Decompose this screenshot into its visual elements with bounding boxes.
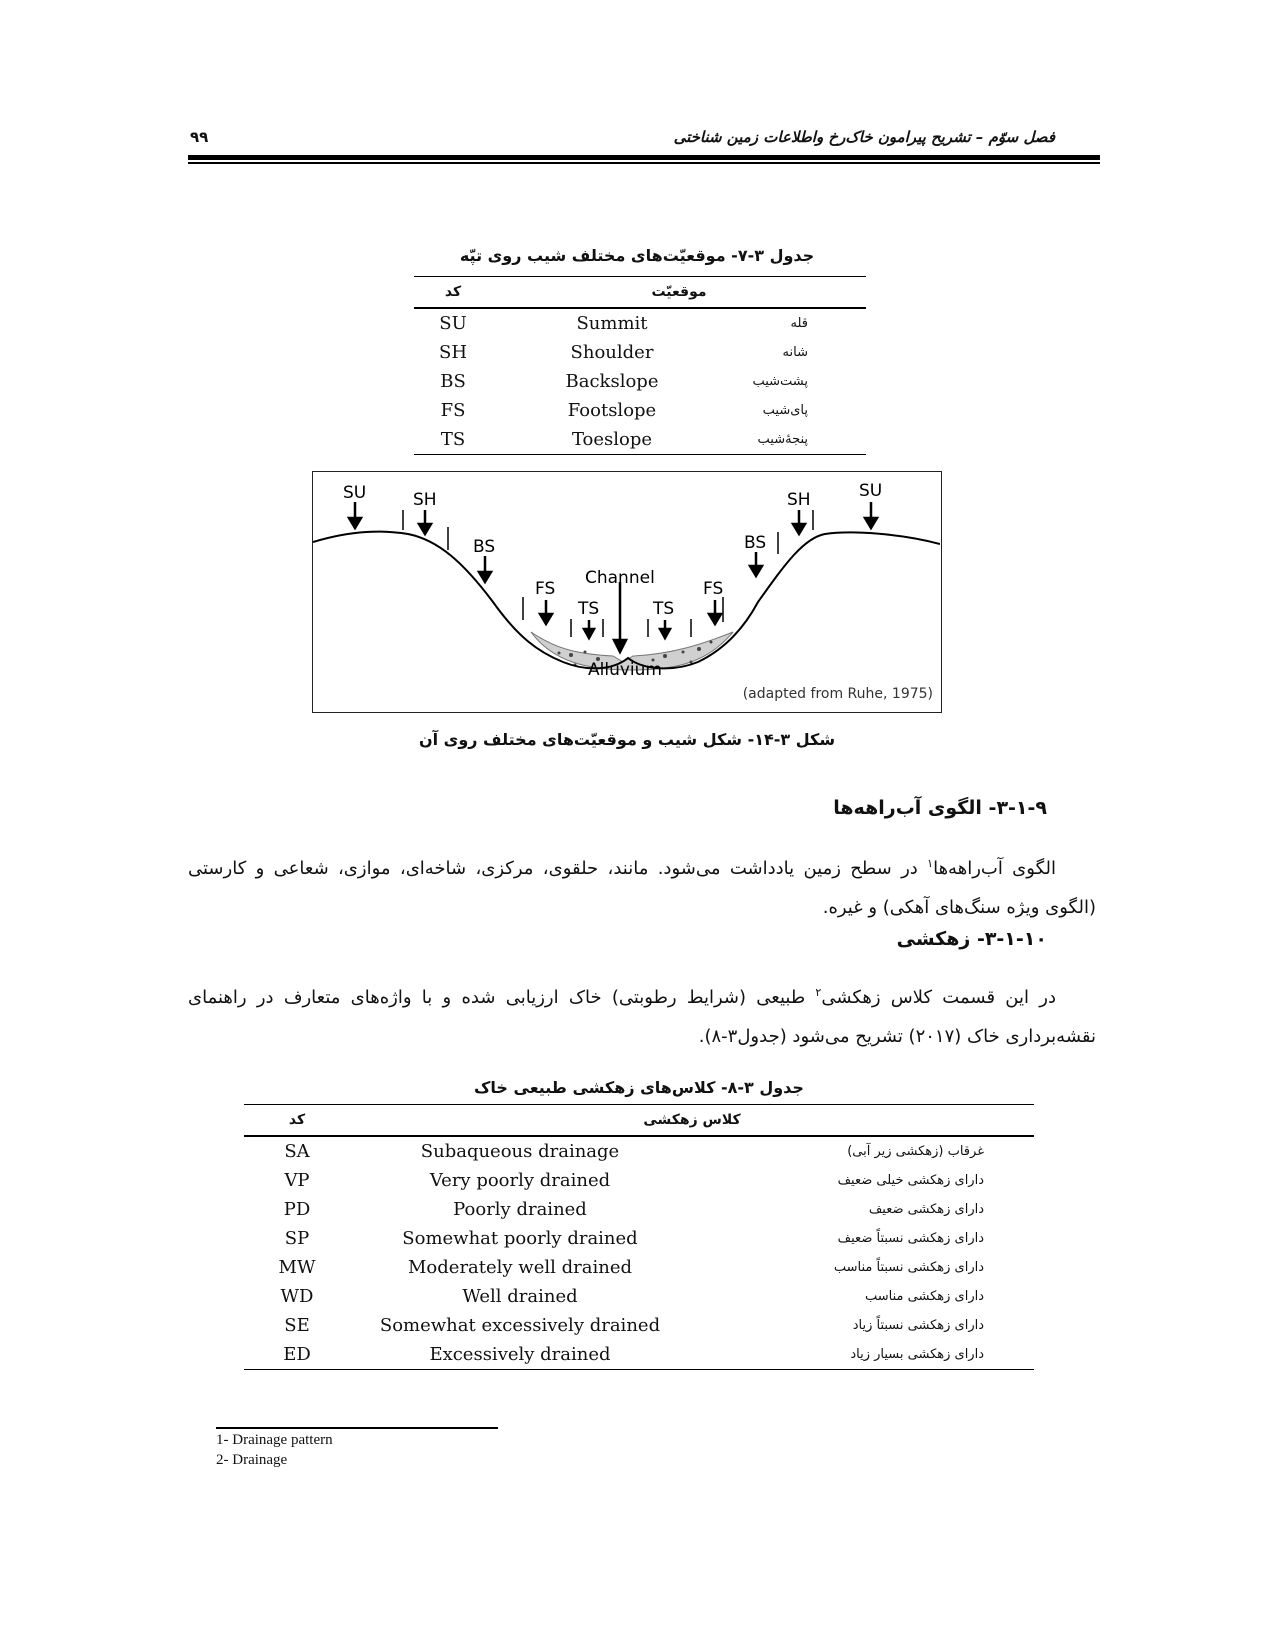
paragraph-drainage <box>188 973 1096 1056</box>
footnote-rule <box>216 1427 498 1429</box>
table1-code: BS <box>440 371 466 392</box>
table2-english: Poorly drained <box>453 1199 587 1220</box>
table-row <box>244 1340 1034 1370</box>
label-alluvium: Alluvium <box>588 660 662 680</box>
table2-code: WD <box>280 1286 314 1307</box>
label-su-left: SU <box>343 483 367 503</box>
table1-code: TS <box>414 425 492 455</box>
chapter-title: فصل سوّم – تشریح پیرامون خاک‌رخ واطلاعات زمین شناختی <box>673 128 1055 146</box>
table1-code: SH <box>438 342 468 363</box>
table2-persian: دارای زهکشی ضعیف <box>868 1202 984 1217</box>
table2-code: SA <box>284 1141 310 1162</box>
header-rule-thin <box>188 162 1100 164</box>
table1-header-position: موقعیّت <box>492 277 866 309</box>
table1-code: FS <box>440 400 466 421</box>
label-ts-right: TS <box>653 599 675 619</box>
label-su-right: SU <box>859 481 883 501</box>
footnote-ref: ۱ <box>927 857 934 870</box>
table-row <box>414 308 866 338</box>
footnote-ref: ۲ <box>815 986 822 999</box>
table-row <box>414 338 866 367</box>
table-row <box>414 425 866 455</box>
table2-persian: غرقاب (زهکشی زیر آبی) <box>847 1144 984 1159</box>
table-row <box>244 1166 1034 1195</box>
drainage-class-table <box>244 1104 1034 1370</box>
label-bs-left: BS <box>473 537 496 557</box>
paragraph-text-end: در سطح زمین یادداشت می‌شود. مانند، حلقوی، مرکزی، شاخه‌ای، موازی، شعاعی و کارستی (الگوی ویژه سنگ‌های آهکی) و غیره. <box>188 858 1096 918</box>
label-sh-right: SH <box>787 490 811 510</box>
table-row <box>244 1136 1034 1166</box>
table2-english: Well drained <box>462 1286 578 1307</box>
label-bs-right: BS <box>744 533 767 553</box>
paragraph-text-end: طبیعی (شرایط رطوبتی) خاک ارزیابی شده و با واژه‌های متعارف در راهنمای نقشه‌برداری خاک (۲۰۱۷) تشریح می‌شود (جدول۳-۸). <box>188 987 1096 1047</box>
table2-caption: جدول ۳-۸- کلاس‌های زهکشی طبیعی خاک <box>474 1078 804 1097</box>
table1-english: Backslope <box>565 371 659 392</box>
table2-header-code: کد <box>244 1105 350 1137</box>
table1-code: SU <box>439 313 467 334</box>
table2-persian: دارای زهکشی خیلی ضعیف <box>837 1173 984 1188</box>
table2-header-class: کلاس زهکشی <box>350 1105 1034 1137</box>
table1-persian: پای‌شیب <box>762 403 808 418</box>
table1-english: Shoulder <box>570 342 654 363</box>
footnote-2: 2- Drainage <box>216 1452 288 1468</box>
label-sh-left: SH <box>413 490 437 510</box>
table2-persian: دارای زهکشی نسبتاً زیاد <box>852 1318 984 1333</box>
table1-english: Footslope <box>567 400 657 421</box>
table1-persian: قله <box>790 316 808 331</box>
table2-code: SE <box>284 1315 310 1336</box>
table2-code: ED <box>244 1340 350 1370</box>
label-channel: Channel <box>585 568 655 588</box>
slope-diagram <box>312 471 942 713</box>
table2-english: Moderately well drained <box>408 1257 632 1278</box>
footnote-1: 1- Drainage pattern <box>216 1432 333 1448</box>
ground-profile <box>313 532 940 669</box>
table1-header-code: کد <box>414 277 492 309</box>
section-heading-drainage-pattern: ۳-۱-۹- الگوی آب‌راهه‌ها <box>833 797 1047 819</box>
table1-persian: پنجهٔ‌شیب <box>732 425 866 455</box>
table-row <box>414 367 866 396</box>
table2-persian: دارای زهکشی نسبتاً ضعیف <box>837 1231 984 1246</box>
figure-credit: (adapted from Ruhe, 1975) <box>742 686 933 702</box>
table2-persian: دارای زهکشی بسیار زیاد <box>690 1340 1034 1370</box>
table2-english: Excessively drained <box>350 1340 690 1370</box>
table2-english: Very poorly drained <box>429 1170 611 1191</box>
table-row <box>414 396 866 425</box>
page-number: ۹۹ <box>190 128 209 146</box>
label-ts-left: TS <box>578 599 600 619</box>
table2-english: Subaqueous drainage <box>420 1141 620 1162</box>
table-row <box>244 1195 1034 1224</box>
table-row <box>244 1282 1034 1311</box>
paragraph-drainage-pattern <box>188 844 1096 927</box>
table2-persian: دارای زهکشی مناسب <box>865 1289 984 1304</box>
table1-english: Summit <box>576 313 648 334</box>
section-heading-drainage: ۳-۱-۱۰- زهکشی <box>896 928 1047 950</box>
table2-english: Somewhat poorly drained <box>402 1228 638 1249</box>
header-rule-thick <box>188 155 1100 160</box>
table2-code: PD <box>283 1199 311 1220</box>
table-row <box>244 1224 1034 1253</box>
table2-code: MW <box>278 1257 316 1278</box>
table1-english: Toeslope <box>492 425 732 455</box>
label-fs-right: FS <box>703 579 724 599</box>
slope-position-table <box>414 276 866 455</box>
table2-code: SP <box>284 1228 310 1249</box>
table1-persian: پشت‌شیب <box>752 374 808 389</box>
table2-persian: دارای زهکشی نسبتاً مناسب <box>833 1260 984 1275</box>
table1-persian: شانه <box>782 345 808 360</box>
label-fs-left: FS <box>535 579 556 599</box>
table1-caption: جدول ۳-۷- موقعیّت‌های مختلف شیب روی تپّه <box>459 246 815 265</box>
table2-code: VP <box>284 1170 310 1191</box>
table-row <box>244 1253 1034 1282</box>
paragraph-text-start: الگوی آب‌راهه‌ها <box>933 858 1057 879</box>
table2-english: Somewhat excessively drained <box>379 1315 661 1336</box>
figure-caption: شکل ۳-۱۴- شکل شیب و موقعیّت‌های مختلف روی آن <box>418 730 836 749</box>
table-row <box>244 1311 1034 1340</box>
paragraph-text-start: در این قسمت کلاس زهکشی <box>821 987 1056 1008</box>
